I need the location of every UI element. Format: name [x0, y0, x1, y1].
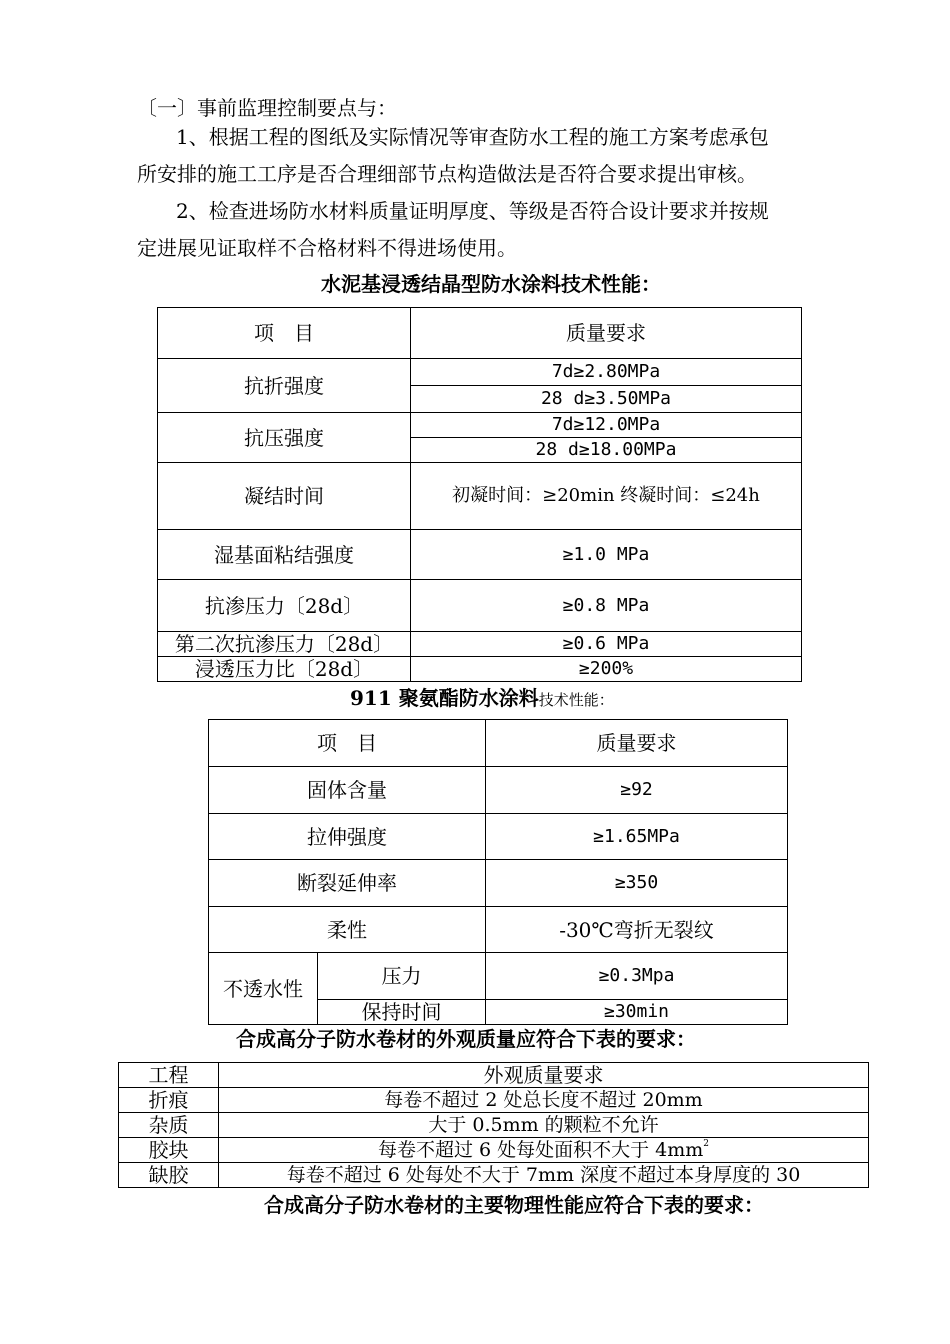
row-label: 固体含量 — [209, 767, 486, 814]
table-row — [119, 1138, 869, 1163]
table-row — [158, 359, 802, 386]
row-label: 柔性 — [209, 907, 486, 953]
row-value: 每卷不超过 6 处每处不大于 7mm 深度不超过本身厚度的 30 — [219, 1163, 869, 1188]
row-label: 拉伸强度 — [209, 814, 486, 860]
table-row — [158, 580, 802, 632]
table-row — [158, 413, 802, 438]
header-requirement: 质量要求 — [411, 308, 802, 359]
table-row — [158, 530, 802, 580]
table2-title-suffix: 技术性能： — [538, 691, 614, 709]
paragraph-line: 1、根据工程的图纸及实际情况等审查防水工程的施工方案考虑承包 — [176, 125, 769, 149]
table2-title — [350, 686, 614, 712]
paragraph-line: 所安排的施工工序是否合理细部节点构造做法是否符合要求提出审核。 — [137, 162, 757, 186]
row-value: 28 d≥18.00MPa — [411, 438, 802, 463]
table2-polyurethane-coating — [208, 719, 788, 1025]
table-row — [119, 1113, 869, 1138]
row-value: ≥350 — [486, 860, 788, 907]
row-label: 缺胶 — [119, 1163, 219, 1188]
header-requirement: 外观质量要求 — [219, 1063, 869, 1088]
header-item: 工程 — [119, 1063, 219, 1088]
row-value: ≥30min — [486, 1000, 788, 1025]
footer-title: 合成高分子防水卷材的主要物理性能应符合下表的要求： — [264, 1193, 764, 1217]
header-item: 项 目 — [209, 720, 486, 767]
table-row — [158, 657, 802, 682]
row-label: 抗压强度 — [158, 413, 411, 463]
table-row — [209, 907, 788, 953]
paragraph-line: 定进展见证取样不合格材料不得进场使用。 — [137, 236, 517, 260]
row-value — [219, 1138, 869, 1163]
table-row — [209, 860, 788, 907]
table3-title: 合成高分子防水卷材的外观质量应符合下表的要求： — [236, 1027, 696, 1051]
table-row — [119, 1088, 869, 1113]
table-row — [119, 1163, 869, 1188]
row-label: 抗折强度 — [158, 359, 411, 413]
row-label: 凝结时间 — [158, 463, 411, 530]
table-row — [158, 463, 802, 530]
table-header-row — [209, 720, 788, 767]
row-label: 胶块 — [119, 1138, 219, 1163]
row-value: 7d≥12.0MPa — [411, 413, 802, 438]
header-item: 项 目 — [158, 308, 411, 359]
row-value: 28 d≥3.50MPa — [411, 386, 802, 413]
row-value: 初凝时间：≥20min 终凝时间：≤24h — [411, 463, 802, 530]
table1-title: 水泥基浸透结晶型防水涂料技术性能： — [321, 272, 661, 296]
table3-membrane-appearance — [118, 1062, 869, 1188]
row-label: 浸透压力比〔28d〕 — [158, 657, 411, 682]
sub-label: 压力 — [318, 953, 486, 1000]
row-value: ≥92 — [486, 767, 788, 814]
header-requirement: 质量要求 — [486, 720, 788, 767]
section-heading: 〔一〕事前监理控制要点与： — [137, 96, 397, 120]
row-value: -30℃弯折无裂纹 — [486, 907, 788, 953]
table-row — [209, 767, 788, 814]
row-value: ≥0.3Mpa — [486, 953, 788, 1000]
row-value: 大于 0.5mm 的颗粒不允许 — [219, 1113, 869, 1138]
sub-label: 保持时间 — [318, 1000, 486, 1025]
row-value: 7d≥2.80MPa — [411, 359, 802, 386]
row-label: 湿基面粘结强度 — [158, 530, 411, 580]
table-row — [158, 632, 802, 657]
table2-title-main: 911 聚氨酯防水涂料 — [350, 686, 539, 710]
superscript: 2 — [703, 1139, 710, 1149]
table-row — [209, 814, 788, 860]
row-label: 折痕 — [119, 1088, 219, 1113]
row-value: 每卷不超过 2 处总长度不超过 20mm — [219, 1088, 869, 1113]
paragraph-line: 2、检查进场防水材料质量证明厚度、等级是否符合设计要求并按规 — [176, 199, 769, 223]
row-value: ≥200% — [411, 657, 802, 682]
row-value: ≥0.6 MPa — [411, 632, 802, 657]
row-label: 杂质 — [119, 1113, 219, 1138]
row-value: ≥1.65MPa — [486, 814, 788, 860]
row-label: 第二次抗渗压力〔28d〕 — [158, 632, 411, 657]
row-label: 抗渗压力〔28d〕 — [158, 580, 411, 632]
table1-cement-coating — [157, 307, 802, 682]
table-row — [209, 953, 788, 1000]
row-value: ≥0.8 MPa — [411, 580, 802, 632]
row-value-text: 每卷不超过 6 处每处面积不大于 4mm — [377, 1139, 704, 1161]
row-label: 断裂延伸率 — [209, 860, 486, 907]
table-header-row — [119, 1063, 869, 1088]
row-value: ≥1.0 MPa — [411, 530, 802, 580]
row-label: 不透水性 — [209, 953, 318, 1025]
table-header-row — [158, 308, 802, 359]
